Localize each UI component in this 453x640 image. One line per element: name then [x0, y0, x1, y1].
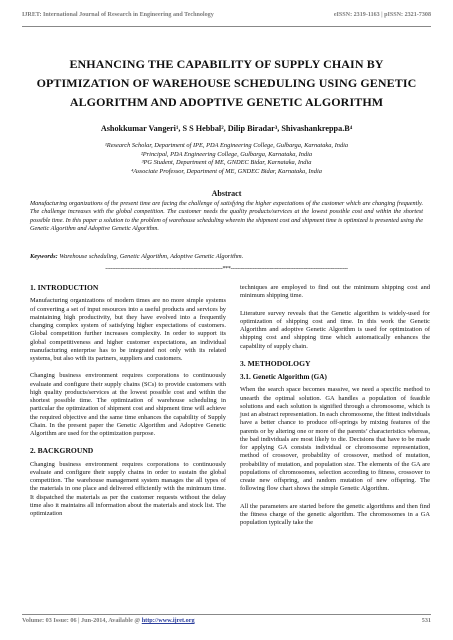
journal-name: IJRET: International Journal of Research in Engineering and Technology — [22, 12, 214, 18]
intro-paragraph-2: Changing business environment requires corporations to continuously evaluate and configure their supply chains (SCs) to provide customers with high quality products/services at the lowest possible cost and within the shortest possible time. The optimization of warehouse scheduling in particular the optimization of shipment cost and shipment time will achieve the required objective and the same time enhances the capability of Supply Chain. In the present paper the Genetic Algorithm and Adoptive Genetic Algorithm are used for the optimization purpose. — [30, 372, 226, 437]
ga-paragraph-1: When the search space becomes massive, we need a specific method to unearth the optimal solution. GA handles a population of feasible solutions and each solution is signified through a chromosome, which is just an abstract representation. In each chromosome, the fittest individuals have a better chance to produce off-springs by mixing features of the parents or by altering one or more of the parents’ characteristics whereas, the bad individuals are most likely to die. Decisions that have to be made for applying GA consists individual or chromosome representation, method of crossover, probability of crossover, method of mutation, probability of mutation, and population size. The elements of the GA are populations of chromosomes, selection according to fitness, crossover to create new offspring, and random mutation of new offspring. The following flow chart shows the simple Genetic Algorithm. — [240, 386, 430, 493]
section-heading-introduction: 1. INTRODUCTION — [30, 283, 99, 292]
section-divider: ---------------------------------------------------------------------***--------------------------------------------------------------------- — [105, 266, 348, 272]
section-heading-methodology: 3. METHODOLOGY — [240, 358, 311, 368]
background-paragraph-1: Changing business environment requires corporations to continuously evaluate and configure their supply chains in order to sustain the global competition. The warehouse management system manages the all types of the materials in one place and delivered efficiently with the minimum time. It dispatched the materials as per the customer requests without the delay time also it maintains all information about the materials and stock list. The optimization — [30, 460, 226, 517]
issn-info: eISSN: 2319-1163 | pISSN: 2321-7308 — [333, 12, 431, 18]
page-footer — [22, 617, 431, 624]
journal-header — [22, 12, 431, 26]
background-paragraph-continued: techniques are employed to find out the minimum shipping cost and minimum shipping time. — [240, 284, 430, 300]
section-heading-background: 2. BACKGROUND — [30, 446, 94, 456]
affiliation-1: ¹Research Scholar, Department of IPE, PDA Engineering College, Gulbarga, Karnataka, India — [104, 142, 349, 149]
ga-paragraph-2: All the parameters are started before the genetic algorithms and then find the fitness charge of the genetic algorithm. The chromosomes in a GA population typically take the — [240, 502, 430, 526]
affiliation-2: ²Principal, PDA Engineering College, Gulbarga, Karnataka, India — [140, 150, 313, 158]
right-column — [240, 284, 430, 536]
keywords-label: Keywords: — [30, 253, 58, 260]
affiliations — [22, 142, 431, 176]
paper-title: ENHANCING THE CAPABILITY OF SUPPLY CHAIN BY OPTIMIZATION OF WAREHOUSE SCHEDULING USING GENETIC ALGORITHM AND ADOPTIVE GENETIC ALGORITHM — [36, 57, 417, 109]
subsection-heading-ga: 3.1. Genetic Algorithm (GA) — [240, 373, 327, 381]
footer-rule — [22, 614, 431, 615]
footer-volume-text: Volume: 03 Issue: 06 | Jun-2014, Available @ — [22, 617, 142, 624]
page-number: 531 — [421, 617, 431, 624]
intro-paragraph-1: Manufacturing organizations of modern times are no more simple systems of converting a set of input resources into a useful products and services by maintaining high productivity, but they have evolved into a frequently changing complex system of satisfying higher expectations of customers. Global competition further increases complexity. In order to support its global competitiveness and higher customer expectations, an individual manufacturing enterprise has to be integrated not only with its related systems, but also with its partners, suppliers and customers. — [30, 297, 226, 362]
journal-link[interactable]: http://www.ijret.org — [141, 617, 195, 624]
affiliation-4: ⁴Associate Professor, Department of ME, GNDEC Bidar, Karnataka, India — [131, 167, 322, 175]
header-rule — [22, 26, 431, 27]
abstract-text: Manufacturing organizations of the present time are facing the challenge of satisfying the higher expectations of the customer which are changing frequently. The challenge increases with the global competition. The customer needs the quality products/services at the lowest possible cost and within the shortest possible time. In this paper a solution to the problem of warehouse scheduling wherein the shipment cost and shipment time is optimized is presented using the Genetic Algorithm and Adoptive Genetic Algorithm. — [30, 200, 423, 233]
left-column — [30, 284, 226, 527]
footer-volume-info — [22, 617, 195, 624]
keywords — [30, 253, 423, 260]
keywords-text: Warehouse scheduling, Genetic Algorithm, Adoptive Genetic Algorithm. — [59, 253, 244, 260]
abstract-heading: Abstract — [211, 189, 242, 198]
affiliation-3: ³PG Student, Department of ME, GNDEC Bidar, Karnataka, India — [141, 159, 312, 167]
literature-paragraph: Literature survey reveals that the Genetic algorithm is widely-used for optimization of shipping cost and time. In this work the Genetic Algorithm and adoptive Genetic Algorithm is used for optimization of shipping cost and shipping time which automatically enhances the capability of supply chain. — [240, 309, 430, 350]
authors: Ashokkumar Vangeri¹, S S Hebbal², Dilip Biradar³, Shivashankreppa.B⁴ — [100, 124, 353, 133]
